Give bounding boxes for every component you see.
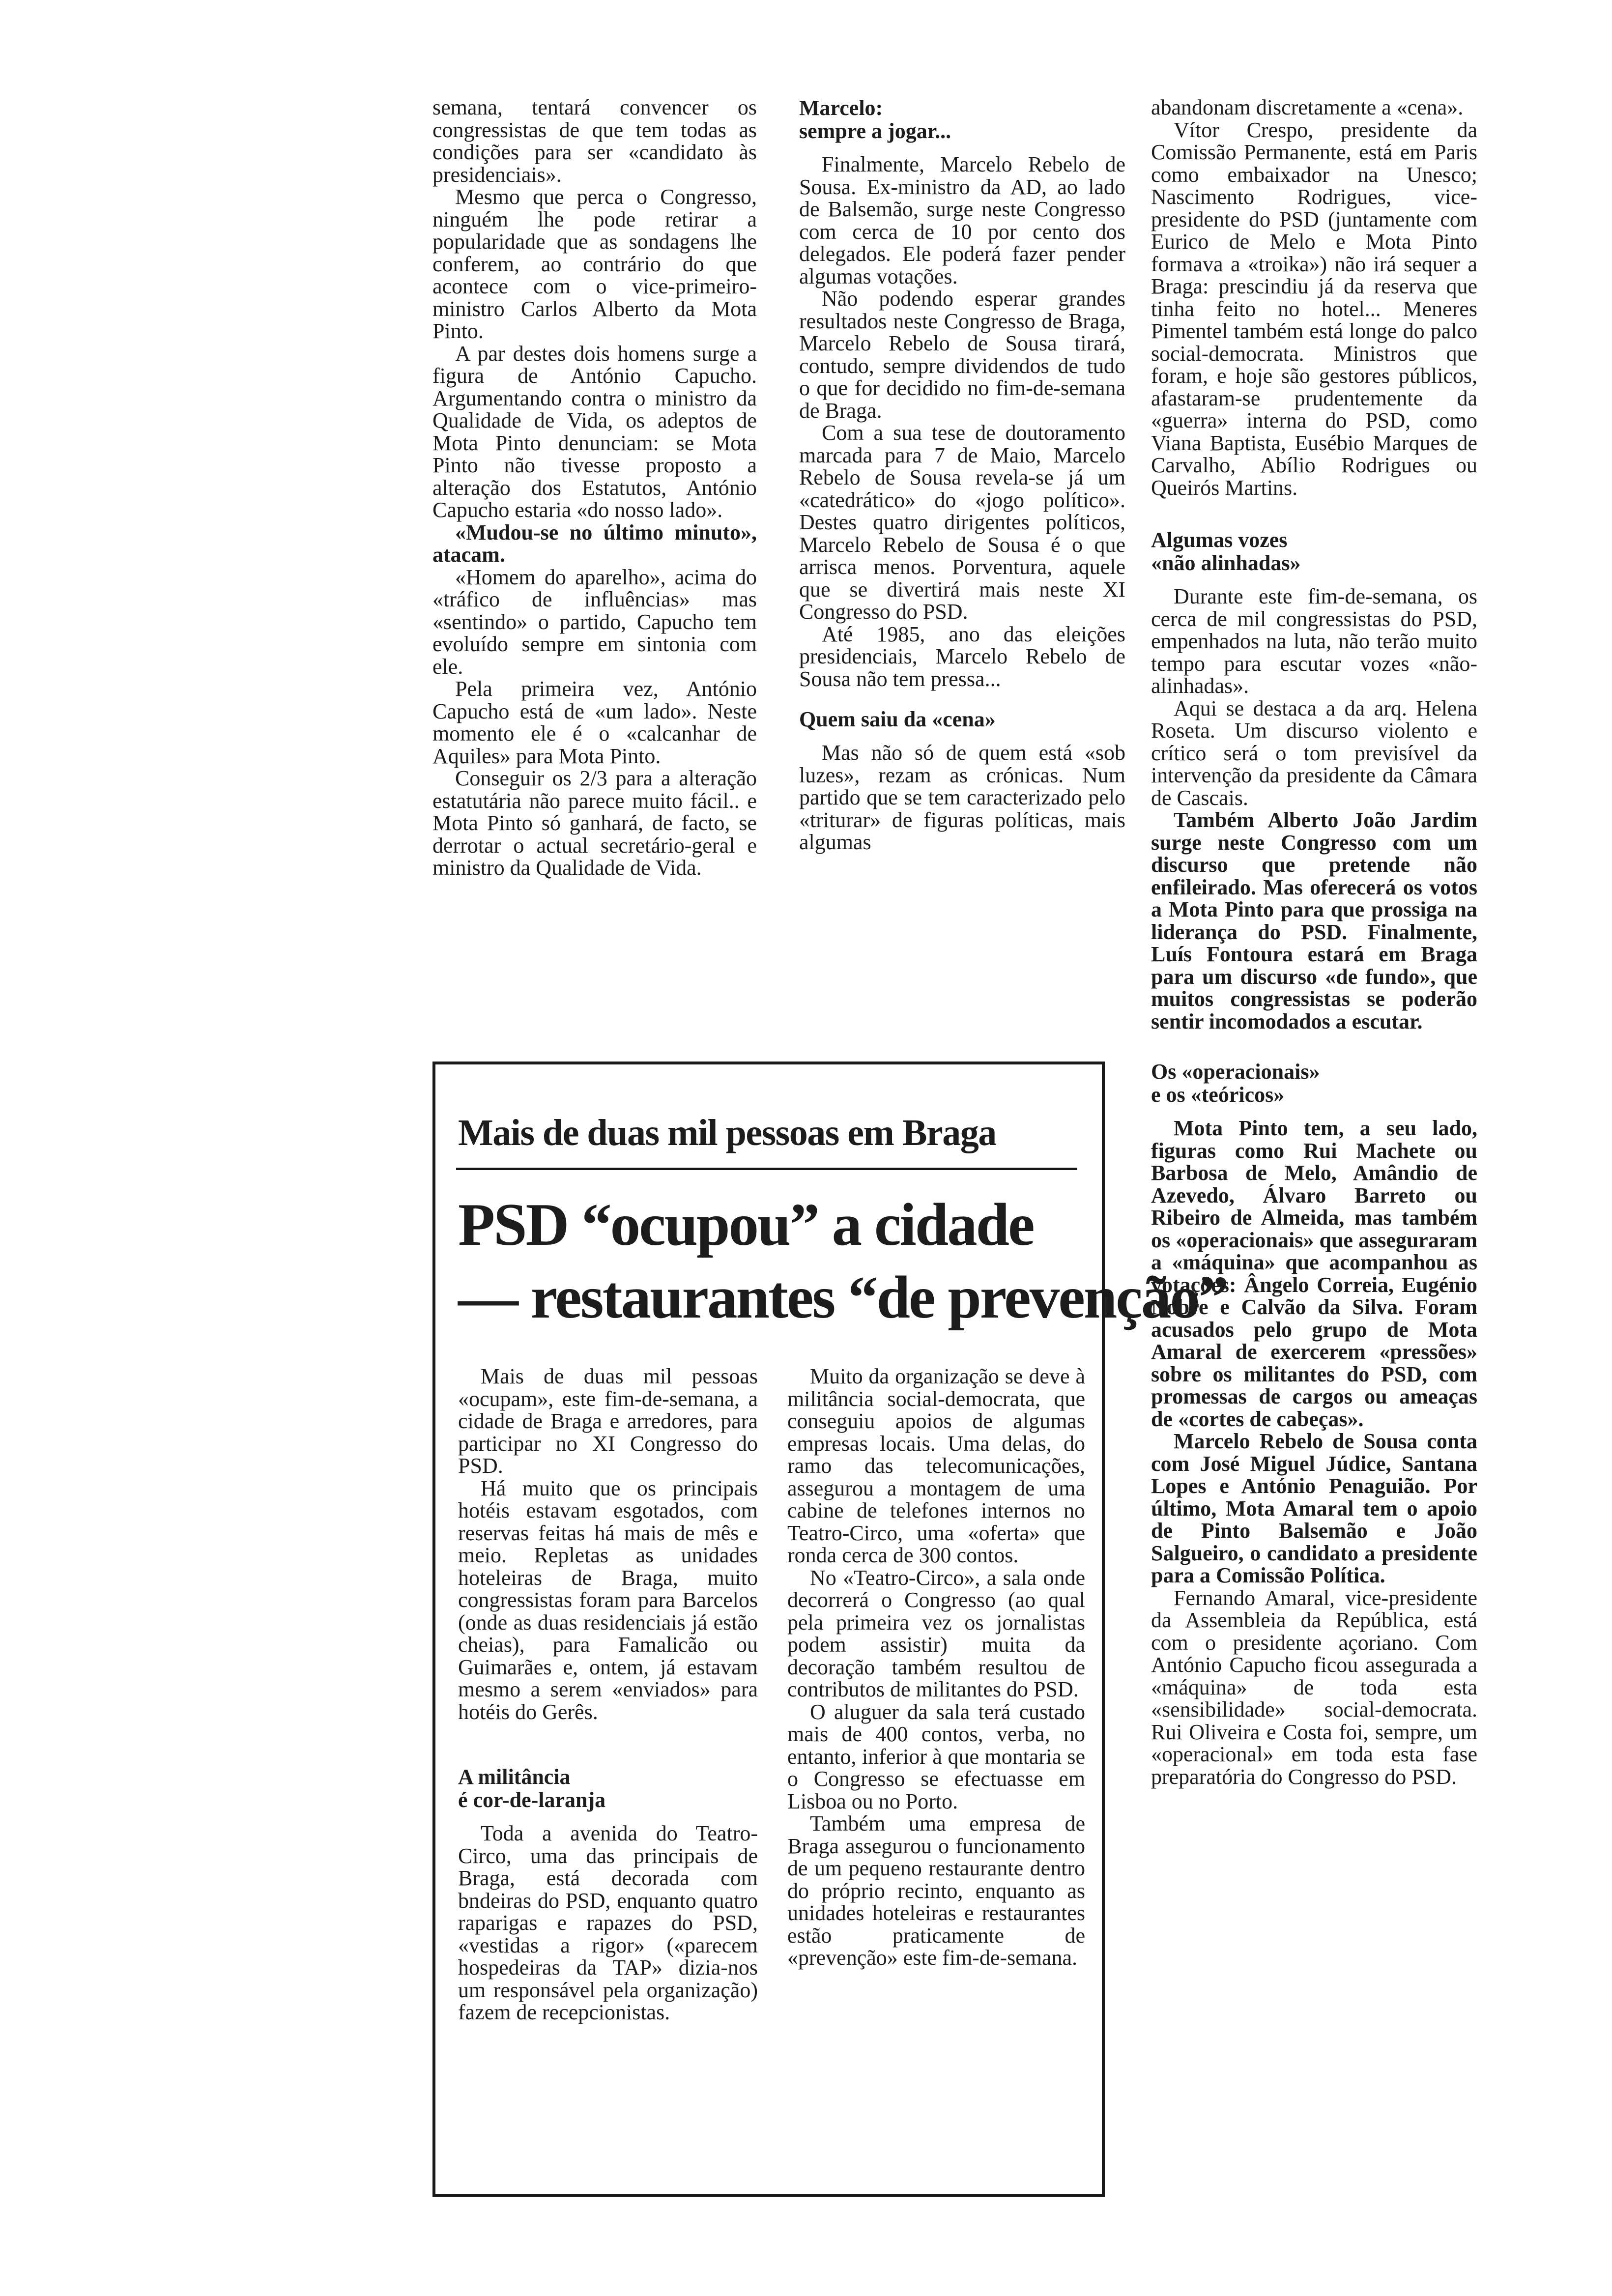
- kicker-divider: [456, 1168, 1077, 1170]
- headline-line-1: PSD “ocupou” a cidade: [458, 1191, 1034, 1258]
- paragraph: «Homem do aparelho», acima do «tráfico de influências» mas «sentindo» o partido, Capucho tem evoluído sempre em sintonia com ele.: [432, 565, 757, 679]
- heading-line: Algumas vozes: [1151, 528, 1288, 552]
- box-headline: [458, 1188, 1227, 1334]
- paragraph: Mota Pinto tem, a seu lado, figuras como Rui Machete ou Barbosa de Melo, Amândio de Azevedo, Álvaro Barreto ou Ribeiro de Almeida, mas também os «operacionais» que asseguraram a «máquina» que acompanhou as votações: Ângelo Correia, Eugénio Nobre e Calvão da Silva. Foram acusados pelo grupo de Mota Amaral de exercerem «pressões» sobre os militantes do PSD, com promessas de cargos ou ameaças de «cortes de cabeças».: [1151, 1116, 1477, 1431]
- heading-line: é cor-de-laranja: [458, 1788, 606, 1812]
- heading-line: e os «teóricos»: [1151, 1083, 1285, 1107]
- paragraph: Vítor Crespo, presidente da Comissão Permanente, está em Paris como embaixador na Unesco; Nascimento Rodrigues, vice-presidente do PSD (juntamente com Eurico de Melo e Mota Pinto formava a «troika») não irá sequer a Braga: prescindiu já da reserva que tinha feito no hotel... Meneres Pimentel também está longe do palco social-democrata. Ministros que foram, e hoje são gestores públicos, afastaram-se prudentemente da «guerra» interna do PSD, como Viana Baptista, Eusébio Marques de Carvalho, Abílio Rodrigues ou Queirós Martins.: [1151, 117, 1477, 500]
- box-kicker: Mais de duas mil pessoas em Braga: [458, 1112, 996, 1153]
- paragraph: Também Alberto João Jardim surge neste Congresso com um discurso que pretende não enfileirado. Mas oferecerá os votos a Mota Pinto para que prossiga na liderança do PSD. Finalmente, Luís Fontoura estará em Braga para um discurso «de fundo», que muitos congressistas se poderão sentir incomodados a escutar.: [1151, 808, 1477, 1033]
- box-column-a: [458, 1365, 758, 2024]
- paragraph: Aqui se destaca a da arq. Helena Roseta. Um discurso violento e crítico será o tom previsível da intervenção da presidente da Câmara de Cascais.: [1151, 696, 1477, 810]
- paragraph: Mais de duas mil pessoas «ocupam», este fim-de-semana, a cidade de Braga e arredores, para participar no XI Congresso do PSD.: [458, 1364, 758, 1478]
- paragraph: Pela primeira vez, António Capucho está de «um lado». Neste momento ele é o «calcanhar de Aquiles» para Mota Pinto.: [432, 677, 757, 768]
- heading-line: «não alinhadas»: [1151, 551, 1301, 575]
- paragraph: «Mudou-se no último minuto», atacam.: [432, 520, 757, 567]
- section-heading-vozes: [1151, 528, 1477, 574]
- heading-line: Os «operacionais»: [1151, 1060, 1320, 1084]
- article-column-1: [432, 96, 757, 879]
- paragraph: semana, tentará convencer os congressistas de que tem todas as condições para ser «candidato às presidenciais».: [432, 95, 757, 187]
- paragraph: A par destes dois homens surge a figura de António Capucho. Argumentando contra o ministro da Qualidade de Vida, os adeptos de Mota Pinto denunciam: se Mota Pinto não tivesse proposto a alteração dos Estatutos, António Capucho estaria «do nosso lado».: [432, 341, 757, 522]
- paragraph: Mesmo que perca o Congresso, ninguém lhe pode retirar a popularidade que as sondagens lhe conferem, ao contrário do que acontece com o vice-primeiro-ministro Carlos Alberto da Mota Pinto.: [432, 185, 757, 343]
- paragraph: Mas não só de quem está «sob luzes», rezam as crónicas. Num partido que se tem caracterizado pelo «triturar» de figuras políticas, mais algumas: [799, 741, 1125, 854]
- paragraph: Até 1985, ano das eleições presidenciais, Marcelo Rebelo de Sousa não tem pressa...: [799, 622, 1125, 691]
- section-heading-militancia: [458, 1765, 758, 1811]
- section-heading-cena: Quem saiu da «cena»: [799, 707, 996, 731]
- paragraph: abandonam discretamente a «cena».: [1151, 95, 1464, 119]
- paragraph: No «Teatro-Circo», a sala onde decorrerá o Congresso (ao qual pela primeira vez os jornalistas podem assistir) muita da decoração também resultou de contributos de militantes do PSD.: [787, 1565, 1085, 1701]
- paragraph: Fernando Amaral, vice-presidente da Assembleia da República, está com o presidente açoriano. Com António Capucho ficou assegurada a «máquina» de toda esta «sensibilidade» social-democrata. Rui Oliveira e Costa foi, sempre, um «operacional» em toda esta fase preparatória do Congresso do PSD.: [1151, 1585, 1477, 1789]
- paragraph: Não podendo esperar grandes resultados neste Congresso de Braga, Marcelo Rebelo de Sousa tirará, contudo, sempre dividendos de tudo o que for decidido no fim-de-semana de Braga.: [799, 287, 1125, 423]
- paragraph: Toda a avenida do Teatro-Circo, uma das principais de Braga, está decorada com bndeiras do PSD, enquanto quatro raparigas e rapazes do PSD, «vestidas a rigor» («parecem hospedeiras da TAP» dizia-nos um responsável pela organização) fazem de recepcionistas.: [458, 1821, 758, 2024]
- section-heading-marcelo: [799, 96, 1125, 143]
- heading-line: sempre a jogar...: [799, 119, 951, 143]
- section-heading-operacionais: [1151, 1060, 1477, 1106]
- paragraph: Durante este fim-de-semana, os cerca de mil congressistas do PSD, empenhados na luta, não terão muito tempo para escutar vozes «não-alinhadas».: [1151, 584, 1477, 698]
- article-column-3: [1151, 96, 1477, 1788]
- paragraph: Muito da organização se deve à militância social-democrata, que conseguiu apoios de algumas empresas locais. Uma delas, do ramo das telecomunicações, assegurou a montagem de uma cabine de telefones internos no Teatro-Circo, uma «oferta» que ronda cerca de 300 contos.: [787, 1364, 1085, 1567]
- paragraph: Finalmente, Marcelo Rebelo de Sousa. Ex-ministro da AD, ao lado de Balsemão, surge neste Congresso com cerca de 10 por cento dos delegados. Ele poderá fazer pender algumas votações.: [799, 152, 1125, 288]
- paragraph: Há muito que os principais hotéis estavam esgotados, com reservas feitas há mais de mês e meio. Repletas as unidades hoteleiras de Braga, muito congressistas foram para Barcelos (onde as duas residenciais já estão cheias), para Famalicão ou Guimarães e, ontem, já estavam mesmo a serem «enviados» para hotéis do Gerês.: [458, 1476, 758, 1724]
- heading-line: A militância: [458, 1765, 571, 1789]
- paragraph: Conseguir os 2/3 para a alteração estatutária não parece muito fácil.. e Mota Pinto só ganhará, de facto, se derrotar o actual secretário-geral e ministro da Qualidade de Vida.: [432, 766, 757, 880]
- paragraph: O aluguer da sala terá custado mais de 400 contos, verba, no entanto, inferior à que montaria se o Congresso se efectuasse em Lisboa ou no Porto.: [787, 1699, 1085, 1813]
- box-column-b: [787, 1365, 1085, 1969]
- paragraph: Marcelo Rebelo de Sousa conta com José Miguel Júdice, Santana Lopes e António Penaguião. Por último, Mota Amaral tem o apoio de Pinto Balsemão e João Salgueiro, o candidato a presidente para a Comissão Política.: [1151, 1429, 1477, 1587]
- heading-line: Marcelo:: [799, 96, 883, 120]
- paragraph: Com a sua tese de doutoramento marcada para 7 de Maio, Marcelo Rebelo de Sousa revela-se já um «catedrático» do «jogo político». Destes quatro dirigentes políticos, Marcelo Rebelo de Sousa é o que arrisca menos. Porventura, aquele que se divertirá mais neste XI Congresso do PSD.: [799, 421, 1125, 624]
- paragraph: Também uma empresa de Braga assegurou o funcionamento de um pequeno restaurante dentro do próprio recinto, enquanto as unidades hoteleiras e restaurantes estão praticamente de «prevenção» este fim-de-semana.: [787, 1811, 1085, 1970]
- headline-line-2: — restaurantes “de prevenção”: [458, 1263, 1228, 1331]
- article-column-2: [799, 96, 1125, 854]
